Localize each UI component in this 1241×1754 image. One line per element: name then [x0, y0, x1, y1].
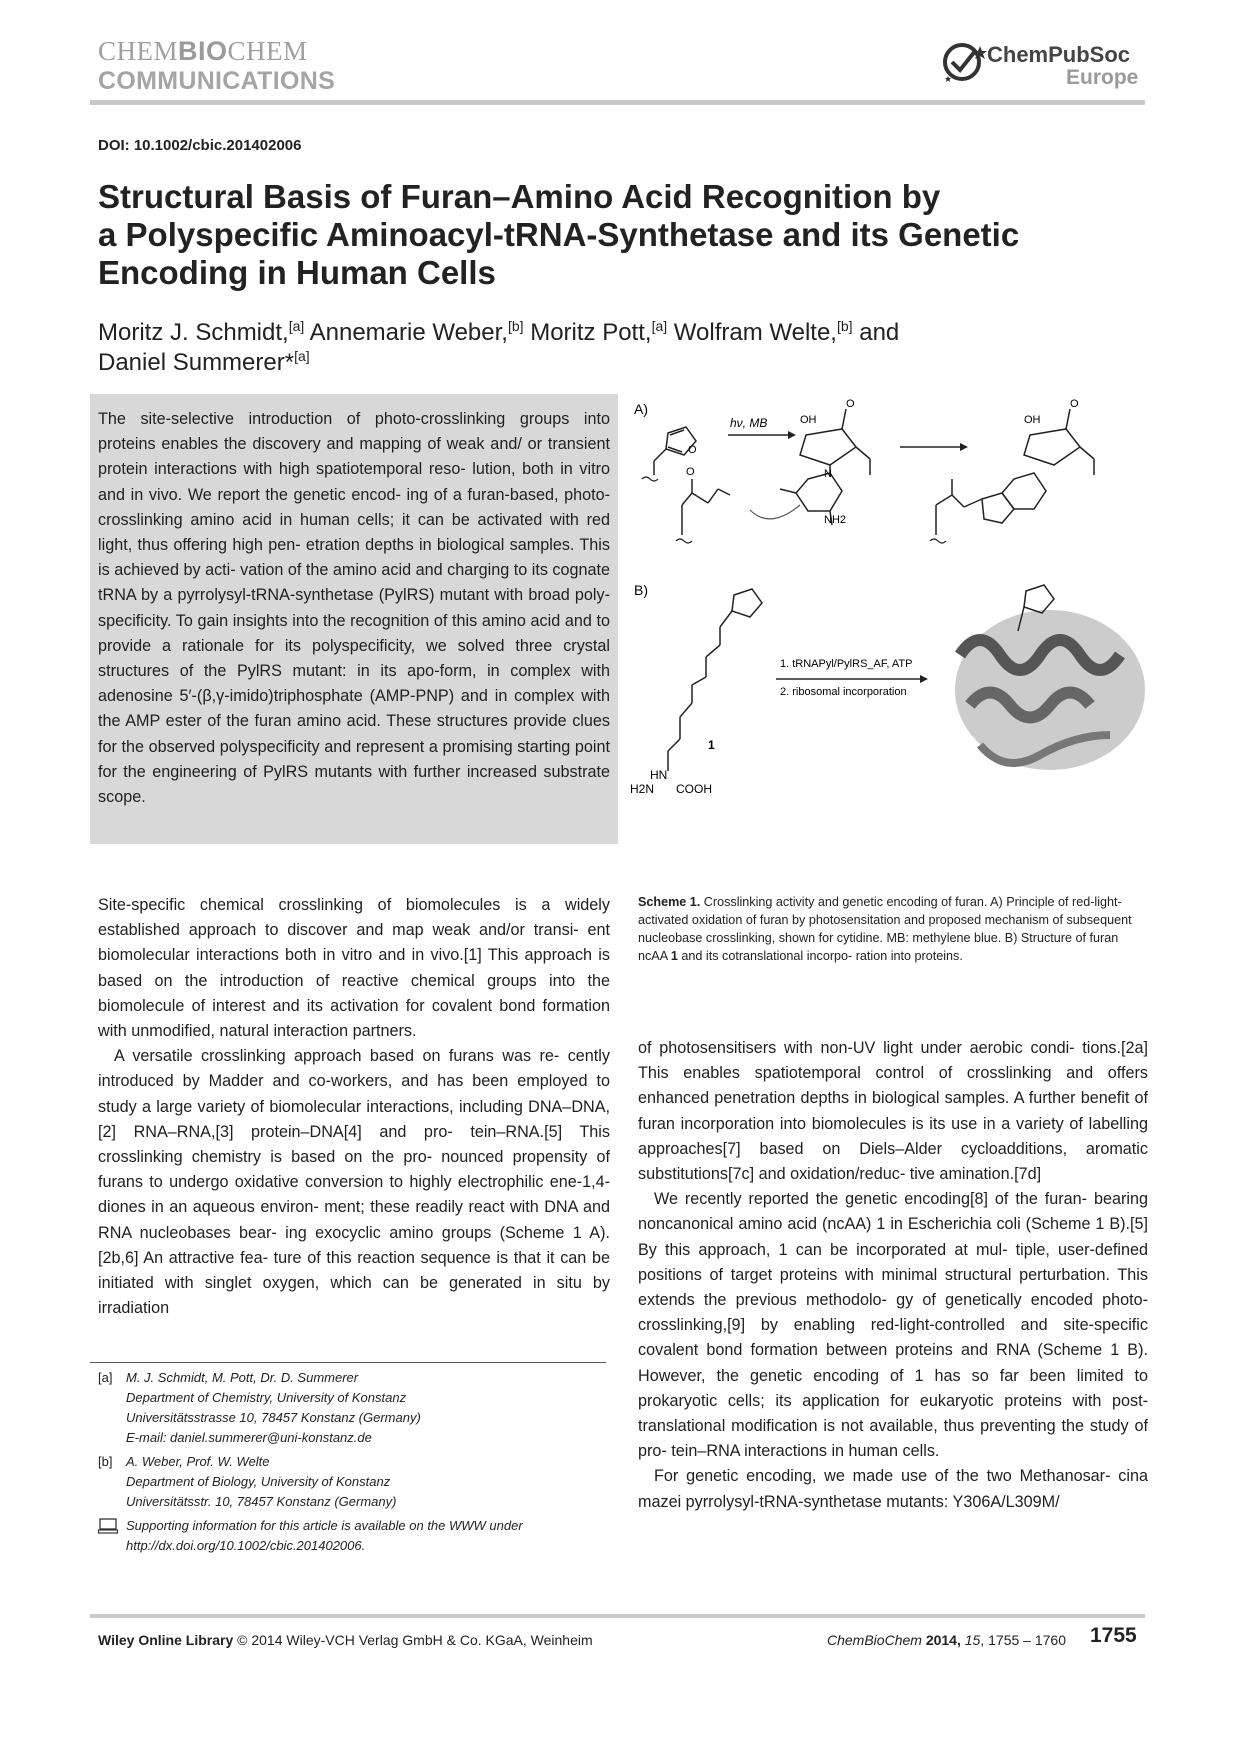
- copyright-text: © 2014 Wiley-VCH Verlag GmbH & Co. KGaA, Weinheim: [233, 1632, 593, 1648]
- n-terminus-label: H2N: [630, 782, 655, 796]
- step-1-label: 1. tRNAPyl/PylRS_AF, ATP: [780, 658, 913, 670]
- author: Moritz Pott,: [523, 319, 652, 346]
- citation-journal: ChemBioChem: [827, 1632, 922, 1648]
- doi[interactable]: DOI: 10.1002/cbic.201402006: [98, 137, 302, 154]
- publisher-logo-name: ChemPubSoc: [987, 42, 1131, 67]
- citation-year: 2014,: [921, 1632, 965, 1648]
- citation-pages: , 1755 – 1760: [980, 1632, 1066, 1648]
- body-right-column: [638, 1036, 1148, 1515]
- computer-icon: [98, 1518, 118, 1534]
- body-paragraph: Site-specific chemical crosslinking of biomolecules is a widely established approach to discover and map weak and/or transi- ent biomolecular interactions both in vitro and in vivo.[1] This approach is based on the introduction of reactive chemical groups into the biomolecule of interest and its activation for covalent bond formation with unmodified, natural interaction partners.: [98, 896, 610, 1041]
- caption-text: and its cotranslational incorpo- ration into proteins.: [677, 949, 963, 963]
- body-paragraph: For genetic encoding, we made use of the two Methanosar- cina mazei pyrrolysyl-tRNA-synthetase mutants: Y306A/L309M/: [638, 1467, 1148, 1511]
- panel-a-label: A): [634, 401, 648, 417]
- page-number: 1755: [1090, 1624, 1137, 1647]
- furan-oxygen-label: O: [688, 444, 697, 456]
- carboxyl-label: COOH: [676, 782, 712, 796]
- panel-b-label: B): [634, 582, 648, 598]
- step-2-label: 2. ribosomal incorporation: [780, 686, 907, 698]
- title-line: a Polyspecific Aminoacyl-tRNA-Synthetase and its Genetic: [98, 216, 1020, 253]
- nitrogen-label: N: [824, 468, 832, 480]
- footer-rule: [90, 1614, 1145, 1618]
- header-rule: [90, 100, 1145, 105]
- phosphate-oxygen-label: O: [846, 398, 855, 410]
- phosphate-oxygen-label: O: [1070, 398, 1079, 410]
- reaction-condition-label: hν, MB: [730, 416, 768, 430]
- chempubsoc-logo-icon: [940, 38, 988, 86]
- footnote-line: Department of Chemistry, University of Konstanz: [126, 1390, 407, 1405]
- author-list: [98, 318, 1098, 378]
- body-paragraph: We recently reported the genetic encoding[8] of the furan- bearing noncanonical amino acid (ncAA) 1 in Escherichia coli (Scheme 1 B).[5] By this approach, 1 can be incorporated at mul- tiple, user-defined positions of target proteins with minimal structural perturbation. This extends the previous methodolo- gy of genetically encoded photo-crosslinking,[9] by enabling red-light-controlled and site-specific covalent bond formation between proteins and RNA (Scheme 1 B). However, the genetic encoding of 1 has so far been limited to prokaryotic cells; its application for eukaryotic proteins with post-translational modification is not available, thus preventing the study of pro- tein–RNA interactions in human cells.: [638, 1190, 1148, 1461]
- carbonyl-oxygen-label: O: [686, 466, 695, 478]
- body-paragraph: of photosensitisers with non-UV light under aerobic condi- tions.[2a] This enables spatiotemporal control of crosslinking and offers enhanced penetration depths in biological samples. A further benefit of furan incorporation into biomolecules is its use in a variety of labelling approaches[7] based on Diels–Alder cycloadditions, aromatic substitutions[7c] and oxidation/reduc- tive amination.[7d]: [638, 1039, 1148, 1184]
- protein-ribbon-image: [955, 585, 1145, 770]
- author-affiliation: [b]: [836, 318, 853, 334]
- author: Moritz J. Schmidt,: [98, 319, 289, 346]
- amine-label: HN: [650, 768, 668, 782]
- author-affiliation: [a]: [294, 348, 310, 364]
- hydroxyl-label: OH: [1024, 414, 1041, 426]
- title-line: Encoding in Human Cells: [98, 254, 496, 291]
- scheme-caption: [638, 893, 1146, 965]
- author-affiliation: [a]: [288, 318, 305, 334]
- caption-label: Scheme 1.: [638, 895, 701, 909]
- supporting-information-note: [98, 1516, 610, 1556]
- author: Annemarie Weber,: [304, 319, 508, 346]
- caption-text: Crosslinking activity and genetic encoding of furan. A) Principle of red-light-activated oxidation of furan by photosensitation and proposed mechanism of subsequent nucleobase crosslinking, shown for cytidine. MB: methylene blue. B) Structure of furan ncAA: [638, 895, 1132, 963]
- footnote-line: M. J. Schmidt, M. Pott, Dr. D. Summerer: [126, 1370, 359, 1385]
- arrow-head: [920, 675, 928, 683]
- arrow-head: [960, 443, 968, 451]
- caption-compound-number: 1: [670, 949, 678, 963]
- hydroxyl-label: OH: [800, 414, 817, 426]
- scheme-figure: [630, 395, 1150, 875]
- author-affiliation: [b]: [507, 318, 524, 334]
- supporting-info-link[interactable]: http://dx.doi.org/10.1002/cbic.201402006.: [126, 1538, 366, 1553]
- footnote-line: Universitätsstr. 10, 78457 Konstanz (Germany): [126, 1494, 397, 1509]
- cytidine-structure: [780, 409, 870, 525]
- attachment-squiggle: [642, 477, 658, 481]
- abstract-text: The site-selective introduction of photo-crosslinking groups into proteins enables the discovery and mapping of weak and/ or transient protein interactions with high spatiotemporal reso- lution, both in vitro and in vivo. We report the genetic encod- ing of a furan-based, photo-crosslinking amino acid in human cells; it can be activated with red light, thus offering high pen- etration depths in biological samples. This is achieved by acti- vation of the amino acid and charging to its cognate tRNA by a pyrrolysyl-tRNA-synthetase (PylRS) mutant with broad poly- specificity. To gain insights into the recognition of this amino acid and to provide a rationale for its polyspecificity, we solved three crystal structures of the PylRS mutant: in its apo-form, in complex with adenosine 5′-(β,γ-imido)triphosphate (AMP-PNP) and in complex with the AMP ester of the furan amino acid. These structures provide clues for the observed polyspecificity and represent a promising starting point for the engineering of PylRS mutants with further increased substrate scope.: [98, 410, 611, 807]
- footnote-tag: [b]: [98, 1454, 113, 1469]
- publisher-logo-region: Europe: [1066, 66, 1139, 89]
- footnote-line: A. Weber, Prof. W. Welte: [126, 1454, 270, 1469]
- mechanism-arrow: [750, 505, 800, 519]
- dione-structure: [682, 479, 730, 535]
- crosslinked-product-structure: [936, 409, 1094, 535]
- author-affiliation: [a]: [651, 318, 668, 334]
- compound-number: 1: [708, 738, 715, 752]
- author: Wolfram Welte,: [667, 319, 837, 346]
- footnote-line: Department of Biology, University of Konstanz: [126, 1474, 391, 1489]
- title-line: Structural Basis of Furan–Amino Acid Recognition by: [98, 178, 941, 215]
- body-left-column: [98, 893, 610, 1321]
- article-type: COMMUNICATIONS: [98, 67, 336, 95]
- footnote-tag: [a]: [98, 1370, 113, 1385]
- affiliation-footnotes: [98, 1368, 610, 1560]
- furan-amino-acid-structure: [668, 589, 762, 771]
- footnote-affiliation-a: [98, 1368, 610, 1448]
- citation-volume: 15: [964, 1632, 981, 1648]
- footnote-line: Universitätsstrasse 10, 78457 Konstanz (Germany): [126, 1410, 421, 1425]
- footnote-rule: [90, 1362, 606, 1363]
- attachment-squiggle: [676, 539, 692, 543]
- author-conjunction: and: [852, 319, 900, 346]
- journal-name: CHEMBIOCHEM: [98, 36, 308, 66]
- email-link[interactable]: E-mail: daniel.summerer@uni-konstanz.de: [126, 1430, 372, 1445]
- arrow-head: [788, 431, 796, 439]
- author: Daniel Summerer*: [98, 349, 295, 376]
- footnote-affiliation-b: [98, 1452, 610, 1512]
- wiley-library-link[interactable]: Wiley Online Library: [98, 1632, 234, 1648]
- article-title: [98, 178, 1148, 292]
- footer-citation: [827, 1632, 1066, 1648]
- attachment-squiggle: [930, 539, 946, 543]
- amino-label: NH2: [824, 514, 847, 526]
- footer-publisher: [98, 1632, 593, 1648]
- supporting-info-text: Supporting information for this article is available on the WWW under: [126, 1518, 523, 1533]
- body-paragraph: A versatile crosslinking approach based on furans was re- cently introduced by Madder and co-workers, and has been employed to study a large variety of biomolecular interactions, including DNA–DNA,[2] RNA–RNA,[3] protein–DNA[4] and pro- tein–RNA.[5] This crosslinking chemistry is based on the pro- nounced propensity of furans to undergo oxidative conversion to highly electrophilic ene-1,4-diones in an aqueous environ- ment; these readily react with DNA and RNA nucleobases bear- ing exocyclic amino groups (Scheme 1 A).[2b,6] An attractive fea- ture of this reaction sequence is that it can be initiated with singlet oxygen, which can be generated in situ by irradiation: [98, 1047, 610, 1318]
